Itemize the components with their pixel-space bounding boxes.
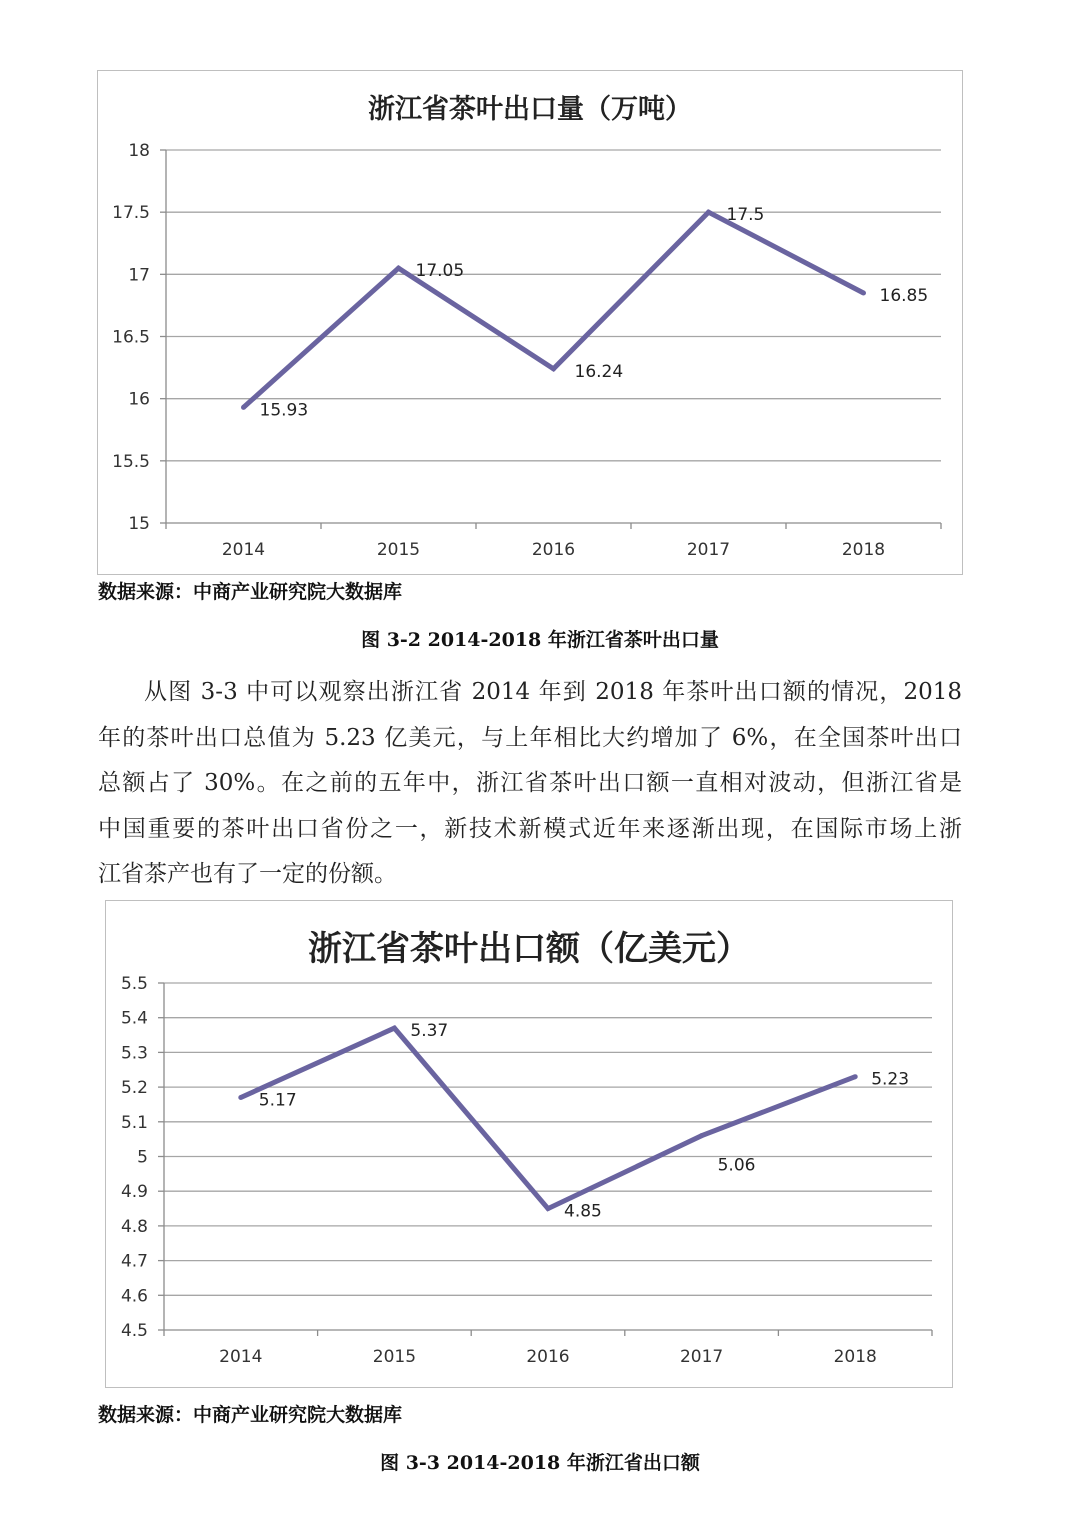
- y-tick-label: 16: [128, 389, 150, 410]
- data-point: [706, 210, 711, 215]
- paragraph-line: 江省茶产也有了一定的份额。: [98, 861, 397, 887]
- y-tick-label: 17: [128, 265, 150, 286]
- y-tick-label: 4.6: [120, 1286, 148, 1307]
- y-tick-label: 4.7: [120, 1251, 148, 1272]
- data-label: 15.93: [259, 400, 309, 421]
- y-tick-label: 17.5: [112, 203, 150, 224]
- y-tick-label: 5.4: [120, 1008, 148, 1029]
- data-label: 4.85: [564, 1201, 602, 1222]
- x-tick-label: 2016: [531, 540, 576, 560]
- y-tick-label: 5.3: [120, 1043, 148, 1064]
- y-tick-label: 16.5: [112, 327, 150, 348]
- y-tick-label: 15: [128, 514, 150, 534]
- figure-caption: 图 3-2 2014-2018 年浙江省茶叶出口量: [361, 629, 719, 651]
- data-label: 16.24: [574, 361, 624, 382]
- paragraph-line: 从图 3-3 中可以观察出浙江省 2014 年到 2018 年茶叶出口额的情况，2018: [144, 679, 962, 705]
- data-point: [392, 1026, 397, 1031]
- y-tick-label: 4.8: [120, 1216, 148, 1237]
- y-tick-label: 5.5: [120, 974, 148, 994]
- data-label: 16.85: [879, 285, 929, 306]
- series-line: [244, 212, 864, 407]
- data-point: [551, 366, 556, 371]
- chart-title: 浙江省茶叶出口量（万吨）: [368, 94, 692, 125]
- data-point: [699, 1133, 704, 1138]
- x-tick-label: 2018: [841, 540, 886, 560]
- x-tick-label: 2017: [679, 1347, 724, 1367]
- x-tick-label: 2016: [526, 1347, 570, 1367]
- x-tick-label: 2015: [372, 1347, 417, 1367]
- chart-title: 浙江省茶叶出口额（亿美元）: [308, 929, 750, 969]
- paragraph-line: 总额占了 30%。在之前的五年中，浙江省茶叶出口额一直相对波动，但浙江省是: [98, 770, 962, 796]
- paragraph-line: 年的茶叶出口总值为 5.23 亿美元，与上年相比大约增加了 6%，在全国茶叶出口: [98, 724, 962, 751]
- data-point: [546, 1206, 551, 1211]
- paragraph-line: 中国重要的茶叶出口省份之一，新技术新模式近年来逐渐出现，在国际市场上浙: [98, 815, 962, 842]
- export-value-plot: [106, 901, 954, 1389]
- body-paragraph: [98, 670, 962, 898]
- data-point: [241, 405, 246, 410]
- y-tick-label: 4.9: [120, 1182, 148, 1203]
- data-label: 17.5: [726, 205, 765, 226]
- data-point: [238, 1095, 243, 1100]
- data-source-note: 数据来源：中商产业研究院大数据库: [98, 581, 403, 603]
- y-tick-label: 5.1: [120, 1112, 148, 1133]
- data-source-note: 数据来源：中商产业研究院大数据库: [98, 1404, 403, 1426]
- data-label: 17.05: [415, 261, 465, 282]
- x-tick-label: 2017: [686, 540, 731, 560]
- data-point: [861, 290, 866, 295]
- export-volume-chart: [97, 70, 963, 575]
- x-tick-label: 2018: [833, 1347, 877, 1367]
- data-label: 5.37: [410, 1021, 449, 1042]
- y-tick-label: 15.5: [112, 451, 150, 472]
- data-label: 5.23: [871, 1069, 910, 1090]
- y-tick-label: 4.5: [120, 1321, 148, 1341]
- y-tick-label: 5.2: [120, 1078, 148, 1099]
- data-point: [396, 266, 401, 271]
- data-label: 5.06: [717, 1155, 756, 1176]
- x-tick-label: 2014: [221, 540, 266, 560]
- export-volume-plot: [98, 71, 964, 576]
- export-value-chart: [105, 900, 953, 1388]
- data-point: [853, 1074, 858, 1079]
- x-tick-label: 2014: [219, 1347, 263, 1367]
- y-tick-label: 18: [128, 141, 150, 161]
- figure-caption: 图 3-3 2014-2018 年浙江省出口额: [380, 1452, 700, 1474]
- x-tick-label: 2015: [376, 540, 421, 560]
- series-line: [241, 1028, 855, 1209]
- y-tick-label: 5: [137, 1147, 148, 1168]
- data-label: 5.17: [258, 1090, 297, 1111]
